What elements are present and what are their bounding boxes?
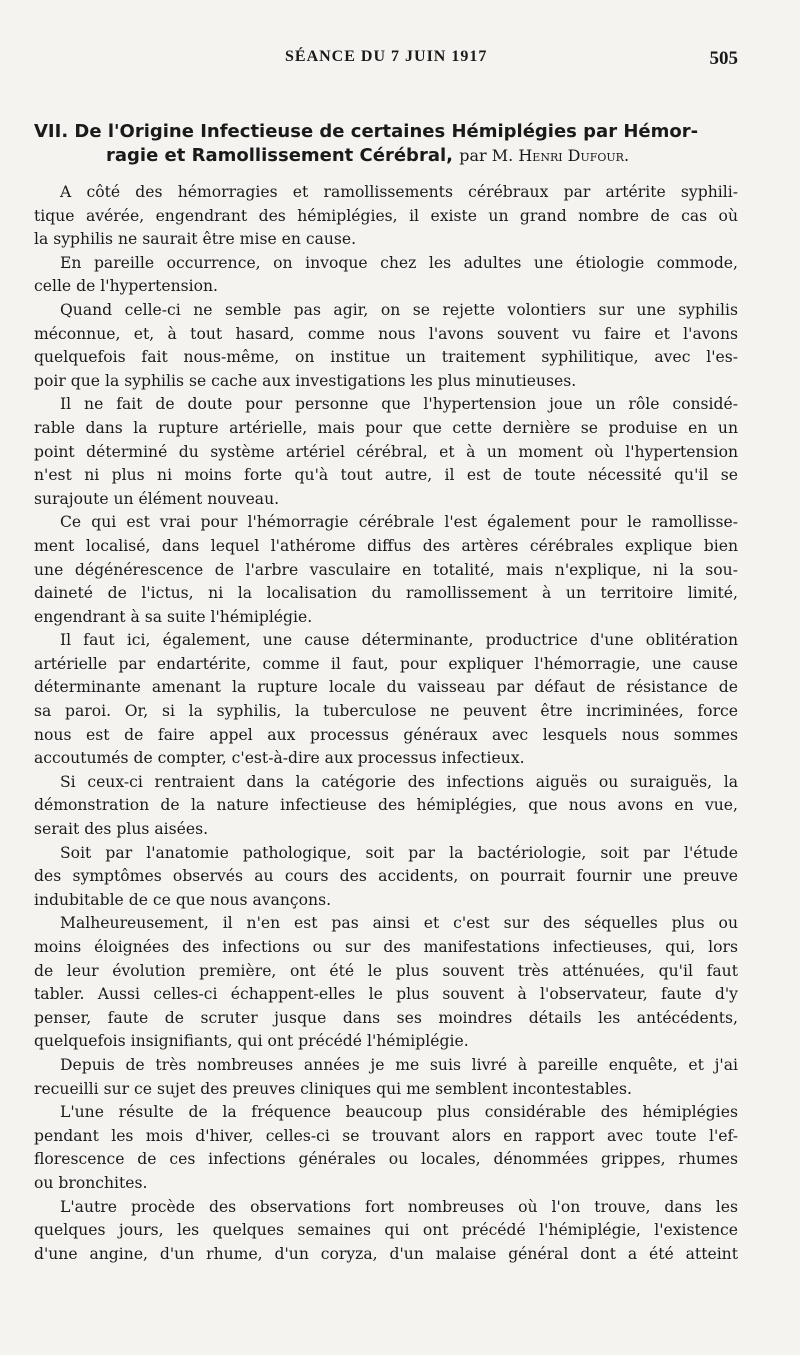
text-line: quelques jours, les quelques semaines qui ont précédé l'hémiplégie, l'existence (34, 1221, 738, 1240)
text-line: En pareille occurrence, on invoque chez les adultes une étiologie commode, (60, 253, 738, 272)
text-line: pendant les mois d'hiver, celles-ci se trouvant alors en rapport avec toute l'ef- (34, 1126, 738, 1145)
text-line: nous est de faire appel aux processus généraux avec lesquels nous sommes (34, 725, 738, 744)
text-line: accoutumés de compter, c'est-à-dire aux processus infectieux. (34, 749, 525, 768)
text-line: poir que la syphilis se cache aux investigations les plus minutieuses. (34, 371, 577, 390)
running-head (0, 48, 800, 74)
text-line: ou bronchites. (34, 1173, 148, 1192)
text-line: méconnue, et, à tout hasard, comme nous l'avons souvent vu faire et l'avons (34, 324, 738, 343)
text-line: L'une résulte de la fréquence beaucoup plus considérable des hémiplégies (60, 1103, 738, 1122)
text-line: démonstration de la nature infectieuse des hémiplégies, que nous avons en vue, (34, 796, 738, 815)
text-line: d'une angine, d'un rhume, d'un coryza, d'un malaise général dont a été atteint (34, 1244, 738, 1263)
text-line: Soit par l'anatomie pathologique, soit par la bactériologie, soit par l'étude (60, 843, 738, 862)
text-line: une dégénérescence de l'arbre vasculaire en totalité, mais n'explique, ni la sou- (34, 560, 738, 579)
text-line: celle de l'hypertension. (34, 277, 218, 296)
text-line: penser, faute de scruter jusque dans ses moindres détails les antécédents, (34, 1008, 738, 1027)
text-line: moins éloignées des infections ou sur des manifestations infectieuses, qui, lors (34, 938, 738, 956)
text-line: Depuis de très nombreuses années je me suis livré à pareille enquête, et j'ai (60, 1055, 738, 1074)
text-line: serait des plus aisées. (34, 820, 209, 839)
text-line: Si ceux-ci rentraient dans la catégorie des infections aiguës ou suraiguës, la (60, 772, 738, 791)
text-line: florescence de ces infections générales ou locales, dénommées grippes, rhumes (34, 1150, 738, 1169)
text-line: Ce qui est vrai pour l'hémorragie cérébrale l'est également pour le ramollisse- (60, 513, 738, 532)
author-name: Henri Dufour. (518, 146, 630, 165)
page-number: 505 (709, 48, 738, 69)
text-line: Il faut ici, également, une cause déterminante, productrice d'une oblitération (60, 631, 738, 650)
text-line: déterminante amenant la rupture locale du vaisseau par défaut de résistance de (34, 678, 738, 697)
title-line-2-text: ragie et Ramollissement Cérébral, (106, 145, 453, 166)
text-line: de leur évolution première, ont été le plus souvent très atténuées, qu'il faut (34, 961, 738, 980)
text-line: Malheureusement, il n'en est pas ainsi et c'est sur des séquelles plus ou (60, 914, 738, 933)
text-line: quelquefois insignifiants, qui ont précédé l'hémiplégie. (34, 1032, 469, 1051)
title-line-2 (34, 144, 742, 168)
running-title: SÉANCE DU 7 JUIN 1917 (285, 48, 488, 65)
text-line: artérielle par endartérite, comme il faut, pour expliquer l'hémorragie, une cause (34, 654, 738, 673)
text-line: ment localisé, dans lequel l'athérome diffus des artères cérébrales explique bien (34, 536, 738, 555)
text-line: Il ne fait de doute pour personne que l'hypertension joue un rôle considé- (60, 395, 738, 414)
text-line: sa paroi. Or, si la syphilis, la tuberculose ne peuvent être incriminées, force (34, 702, 738, 721)
text-line: n'est ni plus ni moins forte qu'à tout autre, il est de toute nécessité qu'il se (34, 466, 738, 485)
text-line: daineté de l'ictus, ni la localisation du ramollissement à un territoire limité, (34, 584, 738, 603)
byline-prefix: par M. (459, 146, 514, 165)
text-line: recueilli sur ce sujet des preuves cliniques qui me semblent incontestables. (34, 1079, 632, 1098)
text-line: surajoute un élément nouveau. (34, 489, 280, 508)
text-line: quelquefois fait nous-même, on institue un traitement syphilitique, avec l'es- (34, 348, 738, 367)
text-line: tique avérée, engendrant des hémiplégies, il existe un grand nombre de cas où (34, 206, 738, 225)
article-title (34, 120, 742, 168)
byline (459, 146, 629, 165)
text-line: A côté des hémorragies et ramollissements cérébraux par artérite syphili- (60, 183, 738, 201)
body-text (34, 181, 738, 1266)
text-line: L'autre procède des observations fort nombreuses où l'on trouve, dans les (60, 1197, 738, 1216)
text-line: engendrant à sa suite l'hémiplégie. (34, 607, 313, 626)
text-line: la syphilis ne saurait être mise en cause. (34, 230, 357, 249)
text-line: indubitable de ce que nous avançons. (34, 890, 332, 909)
text-line: rable dans la rupture artérielle, mais pour que cette dernière se produise en un (34, 418, 738, 437)
text-line: point déterminé du système artériel cérébral, et à un moment où l'hypertension (34, 442, 738, 461)
text-line: Quand celle-ci ne semble pas agir, on se rejette volontiers sur une syphilis (60, 300, 738, 319)
title-line-1: VII. De l'Origine Infectieuse de certaines Hémiplégies par Hémor- (34, 121, 699, 142)
text-line: des symptômes observés au cours des accidents, on pourrait fournir une preuve (34, 867, 738, 886)
text-line: tabler. Aussi celles-ci échappent-elles le plus souvent à l'observateur, faute d'y (34, 985, 738, 1004)
